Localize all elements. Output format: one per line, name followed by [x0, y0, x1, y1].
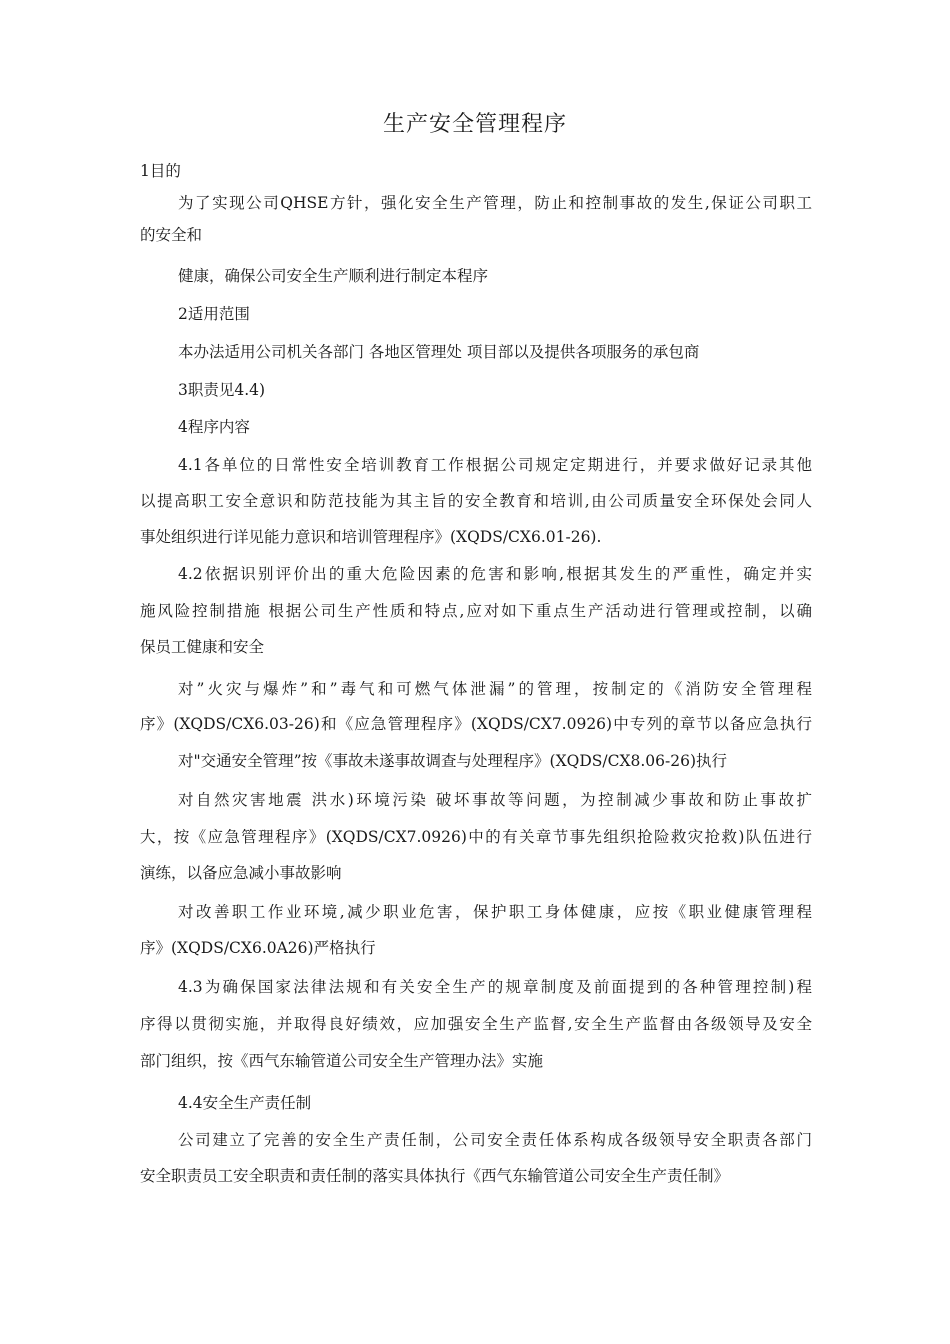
- paragraph-line: 施风险控制措施 根据公司生产性质和特点,应对如下重点生产活动进行管理或控制，以确: [140, 602, 812, 620]
- paragraph-line: 为了实现公司QHSE方针，强化安全生产管理，防止和控制事故的发生,保证公司职工: [178, 194, 812, 212]
- heading-responsibility: 3职责见4.4): [178, 381, 266, 399]
- paragraph-line: 事处组织进行详见能力意识和培训管理程序》(XQDS/CX6.01-26).: [140, 528, 602, 546]
- paragraph-line: 4.1各单位的日常性安全培训教育工作根据公司规定定期进行，并要求做好记录其他: [178, 456, 812, 474]
- heading-safety-responsibility: 4.4安全生产责任制: [178, 1094, 312, 1112]
- paragraph-line: 4.2依据识别评价出的重大危险因素的危害和影响,根据其发生的严重性，确定并实: [178, 565, 812, 583]
- paragraph-line: 安全职责员工安全职责和责任制的落实具体执行《西气东输管道公司安全生产责任制》: [140, 1167, 730, 1185]
- paragraph-line: 4.3为确保国家法律法规和有关安全生产的规章制度及前面提到的各种管理控制)程: [178, 978, 812, 996]
- heading-scope: 2适用范围: [178, 305, 250, 323]
- heading-procedure: 4程序内容: [178, 418, 250, 436]
- paragraph-line: 公司建立了完善的安全生产责任制，公司安全责任体系构成各级领导安全职责各部门: [178, 1131, 812, 1149]
- paragraph-line: 对”火灾与爆炸”和”毒气和可燃气体泄漏”的管理，按制定的《消防安全管理程: [178, 680, 812, 698]
- paragraph-line: 健康，确保公司安全生产顺利进行制定本程序: [178, 267, 489, 285]
- paragraph-line: 序》(XQDS/CX6.03-26)和《应急管理程序》(XQDS/CX7.0926)中专列的章节以备应急执行: [140, 715, 812, 733]
- document-title: 生产安全管理程序: [382, 112, 567, 137]
- paragraph-line: 对改善职工作业环境,减少职业危害，保护职工身体健康，应按《职业健康管理程: [178, 903, 812, 921]
- paragraph-line: 序》(XQDS/CX6.0A26)严格执行: [140, 939, 376, 957]
- paragraph-line: 保员工健康和安全: [140, 638, 265, 656]
- paragraph-line: 以提高职工安全意识和防范技能为其主旨的安全教育和培训,由公司质量安全环保处会同人: [140, 492, 812, 510]
- paragraph-line: 对自然灾害地震 洪水)环境污染 破坏事故等问题，为控制减少事故和防止事故扩: [178, 791, 812, 809]
- paragraph-line: 演练，以备应急减小事故影响: [140, 864, 342, 882]
- paragraph-line: 序得以贯彻实施，并取得良好绩效，应加强安全生产监督,安全生产监督由各级领导及安全: [140, 1015, 812, 1033]
- paragraph-line: 本办法适用公司机关各部门 各地区管理处 项目部以及提供各项服务的承包商: [178, 343, 700, 361]
- paragraph-line: 部门组织，按《西气东输管道公司安全生产管理办法》实施: [140, 1052, 544, 1070]
- paragraph-line: 的安全和: [140, 226, 203, 244]
- paragraph-line: 大，按《应急管理程序》(XQDS/CX7.0926)中的有关章节事先组织抢险救灾抢救)队伍进行: [140, 828, 812, 846]
- heading-purpose: 1目的: [140, 162, 181, 180]
- paragraph-line: 对"交通安全管理”按《事故未遂事故调查与处理程序》(XQDS/CX8.06-26)执行: [178, 752, 728, 770]
